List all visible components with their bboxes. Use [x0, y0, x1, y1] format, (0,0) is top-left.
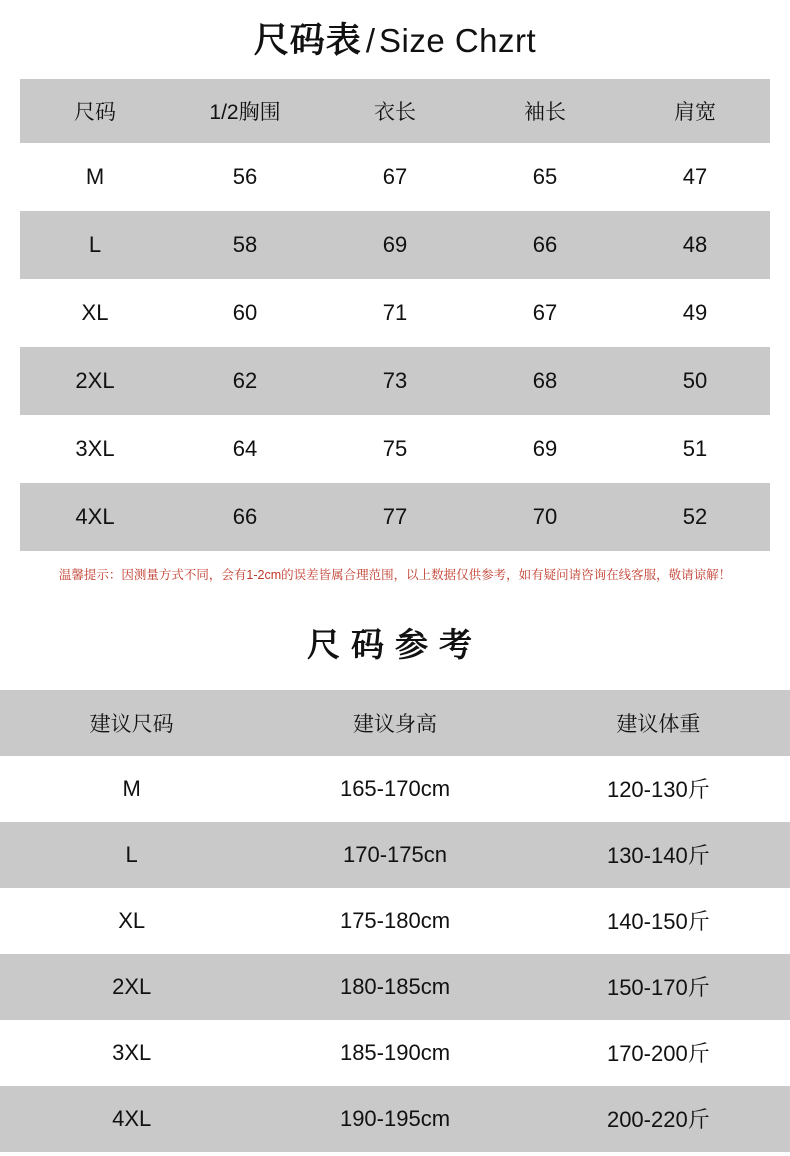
cell-sleeve: 66	[470, 211, 620, 279]
cell-half-chest: 62	[170, 347, 320, 415]
table-row	[0, 1086, 790, 1152]
cell-recommended-height: 170-175cn	[263, 822, 526, 888]
cell-recommended-weight: 200-220斤	[527, 1086, 790, 1152]
cell-recommended-size: 4XL	[0, 1086, 263, 1152]
cell-shoulder: 49	[620, 279, 770, 347]
cell-size: M	[20, 143, 170, 211]
cell-size: 4XL	[20, 483, 170, 551]
table-row	[20, 347, 770, 415]
size-chart-title-cn: 尺码表	[253, 21, 362, 60]
table-row	[20, 211, 770, 279]
cell-recommended-size: 3XL	[0, 1020, 263, 1086]
table-row	[20, 279, 770, 347]
column-header-length: 衣长	[320, 79, 470, 143]
cell-recommended-weight: 130-140斤	[527, 822, 790, 888]
column-header-half-chest: 1/2胸围	[170, 79, 320, 143]
table-row	[0, 1020, 790, 1086]
cell-length: 75	[320, 415, 470, 483]
size-reference-title: 尺码参考	[307, 625, 483, 663]
size-reference-table	[0, 690, 790, 1152]
table-row	[0, 756, 790, 822]
table-row	[20, 415, 770, 483]
cell-half-chest: 60	[170, 279, 320, 347]
cell-length: 73	[320, 347, 470, 415]
cell-recommended-height: 190-195cm	[263, 1086, 526, 1152]
table-row	[0, 954, 790, 1020]
size-chart-title-en: Size Chzrt	[378, 22, 537, 59]
cell-shoulder: 50	[620, 347, 770, 415]
cell-sleeve: 67	[470, 279, 620, 347]
column-header-recommended-height: 建议身高	[263, 690, 526, 756]
cell-size: L	[20, 211, 170, 279]
cell-sleeve: 69	[470, 415, 620, 483]
cell-shoulder: 51	[620, 415, 770, 483]
cell-recommended-weight: 150-170斤	[527, 954, 790, 1020]
cell-length: 71	[320, 279, 470, 347]
cell-sleeve: 65	[470, 143, 620, 211]
cell-sleeve: 70	[470, 483, 620, 551]
cell-recommended-height: 185-190cm	[263, 1020, 526, 1086]
cell-recommended-height: 180-185cm	[263, 954, 526, 1020]
cell-shoulder: 52	[620, 483, 770, 551]
cell-length: 69	[320, 211, 470, 279]
cell-sleeve: 68	[470, 347, 620, 415]
cell-half-chest: 64	[170, 415, 320, 483]
cell-half-chest: 58	[170, 211, 320, 279]
cell-half-chest: 56	[170, 143, 320, 211]
cell-recommended-size: L	[0, 822, 263, 888]
column-header-size: 尺码	[20, 79, 170, 143]
cell-half-chest: 66	[170, 483, 320, 551]
cell-size: 2XL	[20, 347, 170, 415]
cell-size: 3XL	[20, 415, 170, 483]
cell-recommended-weight: 170-200斤	[527, 1020, 790, 1086]
cell-shoulder: 47	[620, 143, 770, 211]
size-chart-table	[20, 79, 770, 551]
column-header-sleeve: 袖长	[470, 79, 620, 143]
cell-recommended-weight: 120-130斤	[527, 756, 790, 822]
cell-size: XL	[20, 279, 170, 347]
cell-recommended-size: XL	[0, 888, 263, 954]
table-row	[20, 143, 770, 211]
measurement-note: 温馨提示：因测量方式不同，会有1-2cm的误差皆属合理范围，以上数据仅供参考，如有疑问请咨询在线客服，敬请谅解！	[58, 567, 732, 582]
table-header-row	[0, 690, 790, 756]
cell-length: 77	[320, 483, 470, 551]
size-chart-title-separator: /	[365, 22, 375, 59]
column-header-shoulder: 肩宽	[620, 79, 770, 143]
cell-recommended-size: M	[0, 756, 263, 822]
cell-length: 67	[320, 143, 470, 211]
column-header-recommended-size: 建议尺码	[0, 690, 263, 756]
cell-recommended-height: 165-170cm	[263, 756, 526, 822]
cell-recommended-size: 2XL	[0, 954, 263, 1020]
table-row	[0, 822, 790, 888]
table-header-row	[20, 79, 770, 143]
table-row	[20, 483, 770, 551]
size-chart-title	[0, 0, 790, 79]
cell-shoulder: 48	[620, 211, 770, 279]
cell-recommended-height: 175-180cm	[263, 888, 526, 954]
cell-recommended-weight: 140-150斤	[527, 888, 790, 954]
table-row	[0, 888, 790, 954]
column-header-recommended-weight: 建议体重	[527, 690, 790, 756]
